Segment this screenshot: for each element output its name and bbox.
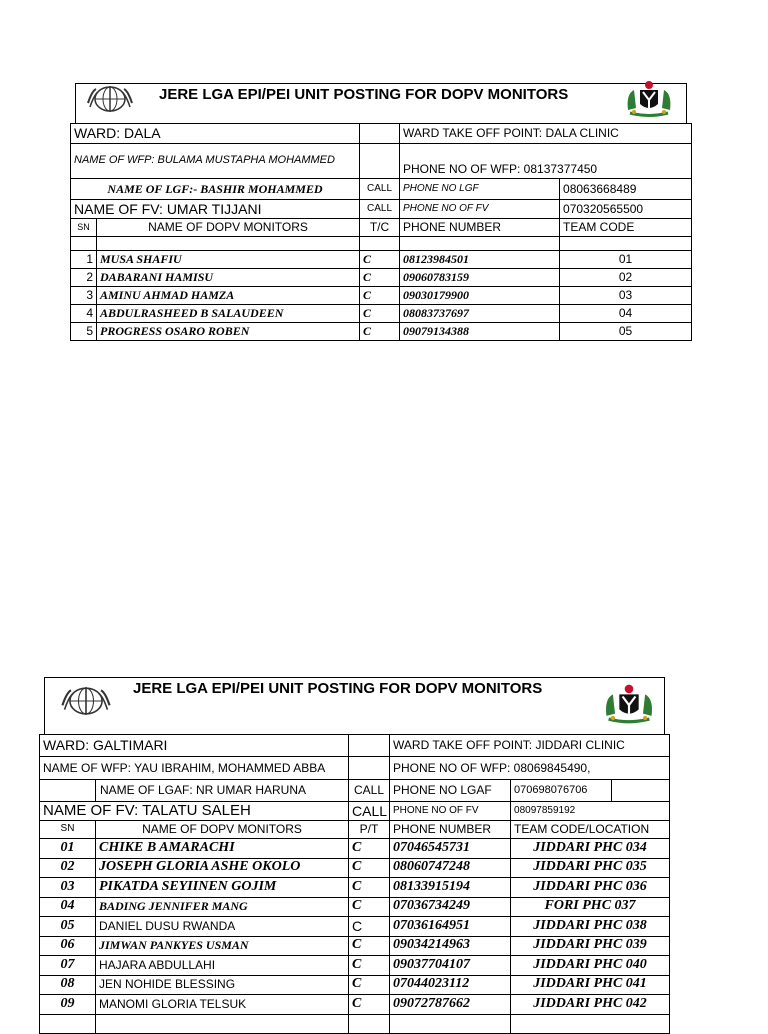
- nigeria-coat-of-arms-icon: [622, 80, 676, 118]
- lgaf-name: NAME OF LGAF: NR UMAR HARUNA: [96, 780, 349, 802]
- row-team-code: 04: [560, 305, 692, 323]
- row-sn: 2: [71, 269, 97, 287]
- table-row: [71, 287, 692, 305]
- row-pt: C: [349, 839, 390, 859]
- row-team-code: JIDDARI PHC 036: [511, 878, 670, 898]
- table-row: [40, 839, 670, 859]
- row-sn: 03: [40, 878, 96, 898]
- row-sn: 05: [40, 917, 96, 937]
- row-pt: C: [349, 956, 390, 976]
- row-phone: 07046545731: [390, 839, 511, 859]
- row-phone: 08133915194: [390, 878, 511, 898]
- header-tc: T/C: [360, 219, 400, 237]
- row-sn: 02: [40, 858, 96, 878]
- who-emblem-icon: [82, 83, 138, 115]
- row-phone: 07044023112: [390, 975, 511, 995]
- row-phone: 07036164951: [390, 917, 511, 937]
- nigeria-coat-of-arms-icon: [600, 681, 658, 727]
- ward-label: WARD: DALA: [71, 124, 360, 144]
- row-tc: C: [360, 323, 400, 341]
- header-sn: SN: [71, 219, 97, 237]
- row-name: MANOMI GLORIA TELSUK: [96, 995, 349, 1015]
- lgf-phone: 08063668489: [560, 179, 692, 200]
- row-phone: 08083737697: [400, 305, 560, 323]
- fv-call: CALL: [349, 802, 390, 821]
- lgf-phone-label: PHONE NO LGF: [400, 179, 560, 200]
- table-row: [71, 251, 692, 269]
- table-row: [40, 917, 670, 937]
- row-pt: C: [349, 897, 390, 917]
- row-pt: C: [349, 917, 390, 937]
- header-sn: SN: [40, 821, 96, 839]
- ward-label: WARD: GALTIMARI: [40, 735, 349, 757]
- row-sn: 01: [40, 839, 96, 859]
- row-phone: 09037704107: [390, 956, 511, 976]
- row-name: JOSEPH GLORIA ASHE OKOLO: [96, 858, 349, 878]
- row-phone: 09079134388: [400, 323, 560, 341]
- fv-phone: 070320565500: [560, 200, 692, 219]
- row-team-code: 05: [560, 323, 692, 341]
- row-team-code: JIDDARI PHC 034: [511, 839, 670, 859]
- row-tc: C: [360, 251, 400, 269]
- row-name: AMINU AHMAD HAMZA: [97, 287, 360, 305]
- table-row: [40, 995, 670, 1015]
- row-name: DANIEL DUSU RWANDA: [96, 917, 349, 937]
- row-pt: C: [349, 858, 390, 878]
- row-pt: C: [349, 975, 390, 995]
- table-row: [71, 323, 692, 341]
- row-name: HAJARA ABDULLAHI: [96, 956, 349, 976]
- table-row: [40, 956, 670, 976]
- fv-name: NAME OF FV: UMAR TIJJANI: [71, 200, 360, 219]
- row-sn: 4: [71, 305, 97, 323]
- table-row: [40, 878, 670, 898]
- row-name: MUSA SHAFIU: [97, 251, 360, 269]
- lgaf-phone-label: PHONE NO LGAF: [390, 780, 511, 802]
- fv-name: NAME OF FV: TALATU SALEH: [40, 802, 349, 821]
- table-row: [40, 936, 670, 956]
- row-phone: 07036734249: [390, 897, 511, 917]
- lgaf-call: CALL: [349, 780, 390, 802]
- fv-phone-label: PHONE NO OF FV: [400, 200, 560, 219]
- row-sn: 5: [71, 323, 97, 341]
- row-tc: C: [360, 305, 400, 323]
- who-emblem-icon: [56, 682, 116, 720]
- row-team-code: 03: [560, 287, 692, 305]
- row-name: PROGRESS OSARO ROBEN: [97, 323, 360, 341]
- row-sn: 3: [71, 287, 97, 305]
- header-pt: P/T: [349, 821, 390, 839]
- row-name: DABARANI HAMISU: [97, 269, 360, 287]
- row-team-code: JIDDARI PHC 039: [511, 936, 670, 956]
- header-name: NAME OF DOPV MONITORS: [96, 821, 349, 839]
- header-team-code: TEAM CODE/LOCATION: [511, 821, 670, 839]
- row-team-code: JIDDARI PHC 042: [511, 995, 670, 1015]
- row-name: JEN NOHIDE BLESSING: [96, 975, 349, 995]
- row-name: JIMWAN PANKYES USMAN: [96, 936, 349, 956]
- fv-phone: 08097859192: [511, 802, 670, 821]
- header-name: NAME OF DOPV MONITORS: [97, 219, 360, 237]
- row-name: PIKATDA SEYIINEN GOJIM: [96, 878, 349, 898]
- row-pt: C: [349, 878, 390, 898]
- row-phone: 09030179900: [400, 287, 560, 305]
- row-team-code: JIDDARI PHC 038: [511, 917, 670, 937]
- lgf-call: CALL: [360, 179, 400, 200]
- header-team-code: TEAM CODE: [560, 219, 692, 237]
- row-name: CHIKE B AMARACHI: [96, 839, 349, 859]
- row-tc: C: [360, 287, 400, 305]
- section1-table: [70, 123, 692, 341]
- row-team-code: 02: [560, 269, 692, 287]
- row-team-code: JIDDARI PHC 035: [511, 858, 670, 878]
- table-row: [40, 858, 670, 878]
- lgaf-phone: 070698076706: [511, 780, 612, 802]
- row-pt: C: [349, 995, 390, 1015]
- row-phone: 09072787662: [390, 995, 511, 1015]
- ward-take-off-point: WARD TAKE OFF POINT: DALA CLINIC: [400, 124, 692, 144]
- row-name: ABDULRASHEED B SALAUDEEN: [97, 305, 360, 323]
- table-row: [40, 975, 670, 995]
- row-phone: 09034214963: [390, 936, 511, 956]
- section2-title: JERE LGA EPI/PEI UNIT POSTING FOR DOPV MONITORS: [133, 680, 543, 697]
- row-team-code: 01: [560, 251, 692, 269]
- header-phone: PHONE NUMBER: [400, 219, 560, 237]
- row-phone: 08123984501: [400, 251, 560, 269]
- row-sn: 07: [40, 956, 96, 976]
- ward-take-off-point: WARD TAKE OFF POINT: JIDDARI CLINIC: [390, 735, 670, 757]
- row-sn: 1: [71, 251, 97, 269]
- table-row: [71, 269, 692, 287]
- wfp-phone: PHONE NO OF WFP: 08069845490,: [390, 757, 670, 780]
- row-team-code: JIDDARI PHC 040: [511, 956, 670, 976]
- row-pt: C: [349, 936, 390, 956]
- section1-title: JERE LGA EPI/PEI UNIT POSTING FOR DOPV MONITORS: [159, 86, 569, 103]
- row-phone: 09060783159: [400, 269, 560, 287]
- fv-call: CALL: [360, 200, 400, 219]
- row-team-code: JIDDARI PHC 041: [511, 975, 670, 995]
- fv-phone-label: PHONE NO OF FV: [390, 802, 511, 821]
- wfp-name: NAME OF WFP: YAU IBRAHIM, MOHAMMED ABBA: [40, 757, 349, 780]
- header-phone: PHONE NUMBER: [390, 821, 511, 839]
- table-row: [71, 305, 692, 323]
- row-team-code: FORI PHC 037: [511, 897, 670, 917]
- row-name: BADING JENNIFER MANG: [96, 897, 349, 917]
- wfp-phone: PHONE NO OF WFP: 08137377450: [400, 144, 692, 179]
- section2-table: [39, 734, 670, 1034]
- row-sn: 09: [40, 995, 96, 1015]
- row-phone: 08060747248: [390, 858, 511, 878]
- wfp-name: NAME OF WFP: BULAMA MUSTAPHA MOHAMMED: [71, 144, 360, 179]
- row-sn: 04: [40, 897, 96, 917]
- lgf-name: NAME OF LGF:- BASHIR MOHAMMED: [71, 179, 360, 200]
- row-sn: 06: [40, 936, 96, 956]
- row-sn: 08: [40, 975, 96, 995]
- row-tc: C: [360, 269, 400, 287]
- table-row: [40, 897, 670, 917]
